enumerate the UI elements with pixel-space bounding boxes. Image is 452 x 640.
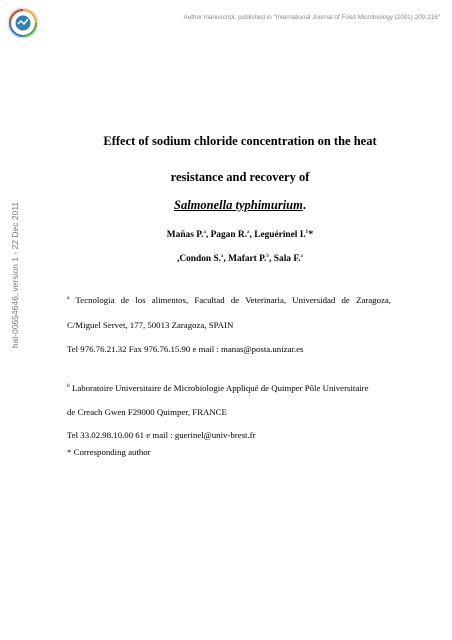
- author-separator: ,: [269, 254, 274, 264]
- manuscript-header-note: Author manuscript, published in "International Journal of Food Microbiology (2001) 209-216": [183, 14, 440, 21]
- author-name: Mafart P.: [228, 254, 267, 264]
- affiliation-text: Laboratoire Universitaire de Microbiologie Appliqué de Quimper Pôle Universitaire: [69, 383, 369, 393]
- author-name: Condon S.: [179, 254, 222, 264]
- hal-side-identifier: hal-00654646, version 1 - 22 Dec 2011: [10, 201, 20, 349]
- hal-logo: [6, 6, 40, 40]
- affiliation-b-line-2: de Creach Gwen F29000 Quimper, FRANCE: [67, 407, 227, 417]
- author-affiliation-marker: a: [203, 228, 206, 235]
- author-name: Mañas P.: [166, 230, 204, 240]
- paper-title-line-2: resistance and recovery of: [170, 170, 310, 184]
- author-name: Pagan R.: [210, 230, 248, 240]
- affiliation-marker: b: [67, 383, 70, 390]
- author-affiliation-marker: a: [221, 252, 224, 259]
- affiliation-a-line-2: C/Miguel Servet, 177, 50013 Zaragoza, SPAIN: [67, 320, 234, 330]
- author-affiliation-marker: a: [247, 228, 250, 235]
- paper-title-line-1: Effect of sodium chloride concentration on the heat: [103, 134, 377, 148]
- paper-title-line-3: [60, 198, 420, 213]
- affiliation-a-line-1: [67, 295, 391, 305]
- author-name: Leguérinel I.: [254, 230, 306, 240]
- affiliation-marker: a: [67, 295, 70, 302]
- author-prefix: ,: [176, 254, 180, 264]
- author-affiliation-marker: a: [300, 252, 303, 259]
- author-separator: ,: [205, 230, 211, 240]
- author-line-2: [60, 254, 420, 264]
- affiliation-b-line-1: [67, 383, 369, 393]
- author-name: Sala F.: [273, 254, 301, 264]
- affiliation-b-contact: Tel 33.02.98.10.00 61 e mail : guerinel@univ-brest.fr: [67, 430, 256, 440]
- author-separator: ,: [223, 254, 229, 264]
- affiliation-text: Tecnologia de los alimentos, Facultad de Veterinaria, Universidad de Zaragoza,: [69, 295, 391, 305]
- affiliation-a-contact: Tel 976.76.21.32 Fax 976.76.15.90 e mail : manas@posta.unizar.es: [67, 344, 304, 354]
- organism-name: Salmonella typhimurium: [174, 198, 303, 212]
- title-period: .: [302, 198, 306, 212]
- author-affiliation-marker: b: [266, 252, 270, 259]
- corresponding-asterisk: *: [308, 230, 314, 240]
- corresponding-author-note: * Corresponding author: [67, 447, 151, 457]
- author-line-1: [60, 230, 420, 240]
- author-affiliation-marker: b: [305, 228, 309, 235]
- author-separator: ,: [249, 230, 255, 240]
